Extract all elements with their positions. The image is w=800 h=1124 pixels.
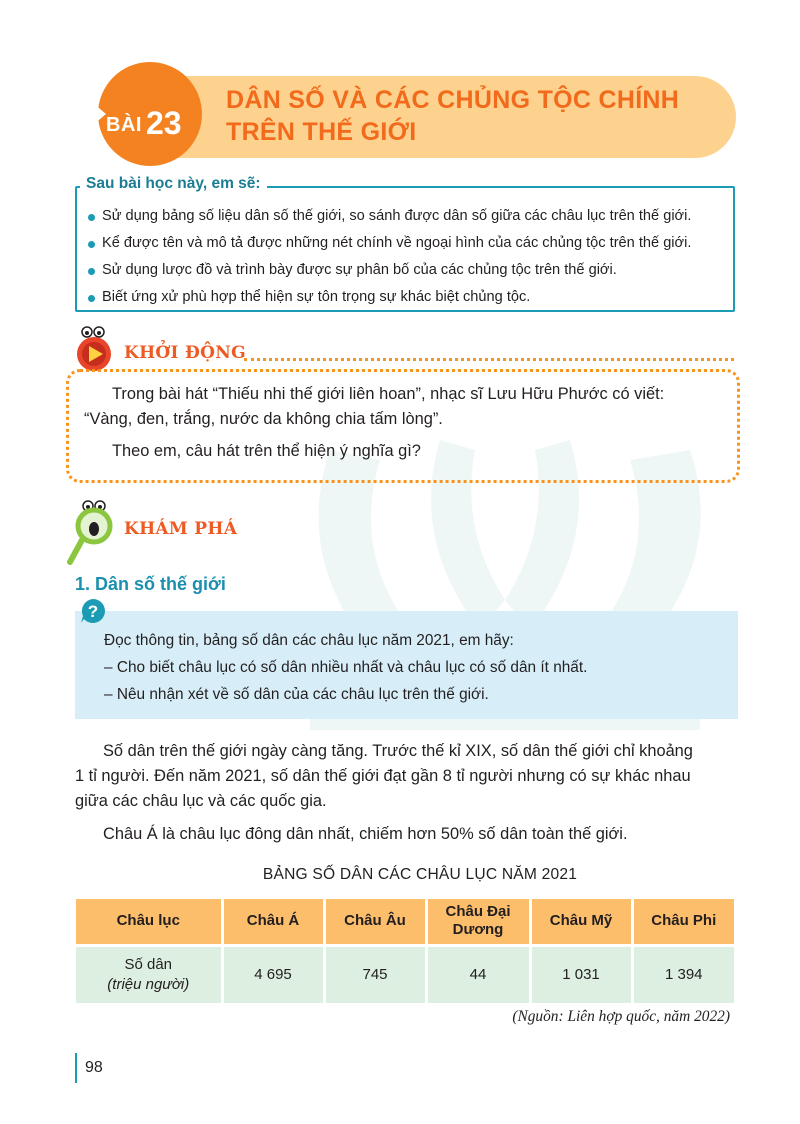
objective-item: Sử dụng bảng số liệu dân số thế giới, so sánh được dân số giữa các châu lục trên thế giới.	[88, 203, 728, 230]
table-header-cell: Châu lục	[76, 899, 222, 945]
page-number: 98	[85, 1059, 103, 1076]
table-header-cell: Châu Mỹ	[530, 899, 632, 945]
lesson-title	[226, 84, 726, 148]
paragraph-line: 1 tỉ người. Đến năm 2021, số dân thế giới đạt gần 8 tỉ người nhưng có sự khác nhau	[75, 767, 691, 785]
magnifier-icon	[66, 500, 122, 566]
objectives-list	[88, 203, 728, 311]
question-intro: Đọc thông tin, bảng số dân các châu lục năm 2021, em hãy:	[104, 632, 514, 649]
row-label: Số dân	[124, 955, 173, 973]
table-header-row	[76, 899, 734, 945]
lesson-title-line2: TRÊN THẾ GIỚI	[226, 118, 417, 146]
warmup-text-line2: “Vàng, đen, trắng, nước da không chia tấm lòng”.	[84, 410, 443, 428]
table-cell: 745	[324, 945, 426, 1003]
table-header-cell: Châu Phi	[632, 899, 734, 945]
lesson-title-line1: DÂN SỐ VÀ CÁC CHỦNG TỘC CHÍNH	[226, 86, 680, 114]
paragraph: Châu Á là châu lục đông dân nhất, chiếm hơn 50% số dân toàn thế giới.	[103, 825, 628, 843]
question-icon	[80, 598, 106, 624]
table-source: (Nguồn: Liên hợp quốc, năm 2022)	[512, 1008, 730, 1025]
paragraph-line: giữa các châu lục và các quốc gia.	[75, 792, 327, 810]
explore-title: KHÁM PHÁ	[124, 519, 238, 539]
page-number-bar	[75, 1053, 77, 1083]
table-header-cell: Châu Âu	[324, 899, 426, 945]
warmup-text-line1: Trong bài hát “Thiếu nhi thế giới liên hoan”, nhạc sĩ Lưu Hữu Phước có viết:	[112, 385, 665, 403]
objectives-heading: Sau bài học này, em sẽ:	[80, 175, 267, 193]
table-row-label	[76, 945, 222, 1003]
row-unit: (triệu người)	[107, 975, 190, 993]
objective-item: Biết ứng xử phù hợp thể hiện sự tôn trọng sự khác biệt chủng tộc.	[88, 284, 728, 311]
table-cell: 44	[426, 945, 530, 1003]
table-cell: 1 394	[632, 945, 734, 1003]
warmup-title-divider	[244, 358, 734, 361]
objective-item: Sử dụng lược đồ và trình bày được sự phân bố của các chủng tộc trên thế giới.	[88, 257, 728, 284]
question-item: – Cho biết châu lục có số dân nhiều nhất và châu lục có số dân ít nhất.	[104, 659, 588, 676]
objective-item: Kể được tên và mô tả được những nét chính về ngoại hình của các chủng tộc trên thế giới.	[88, 230, 728, 257]
lesson-number	[106, 102, 182, 139]
question-item: – Nêu nhận xét về số dân của các châu lục trên thế giới.	[104, 686, 489, 703]
lesson-number-value: 23	[145, 105, 182, 141]
lesson-word: BÀI	[106, 114, 142, 136]
badge-arrow-icon	[80, 92, 106, 136]
warmup-play-icon	[72, 326, 116, 372]
warmup-question: Theo em, câu hát trên thể hiện ý nghĩa gì?	[112, 442, 421, 460]
warmup-title: KHỞI ĐỘNG	[124, 343, 246, 363]
svg-text:?: ?	[87, 602, 99, 621]
population-table	[76, 899, 734, 1003]
section-heading: 1. Dân số thế giới	[75, 574, 226, 594]
table-cell: 4 695	[222, 945, 324, 1003]
table-header-cell: Châu Á	[222, 899, 324, 945]
paragraph-line: Số dân trên thế giới ngày càng tăng. Trước thế kỉ XIX, số dân thế giới chỉ khoảng	[103, 742, 693, 760]
table-header-cell: Châu Đại Dương	[426, 899, 530, 945]
table-caption: BẢNG SỐ DÂN CÁC CHÂU LỤC NĂM 2021	[262, 866, 578, 883]
table-cell: 1 031	[530, 945, 632, 1003]
lesson-badge	[80, 62, 208, 166]
table-row	[76, 945, 734, 1003]
